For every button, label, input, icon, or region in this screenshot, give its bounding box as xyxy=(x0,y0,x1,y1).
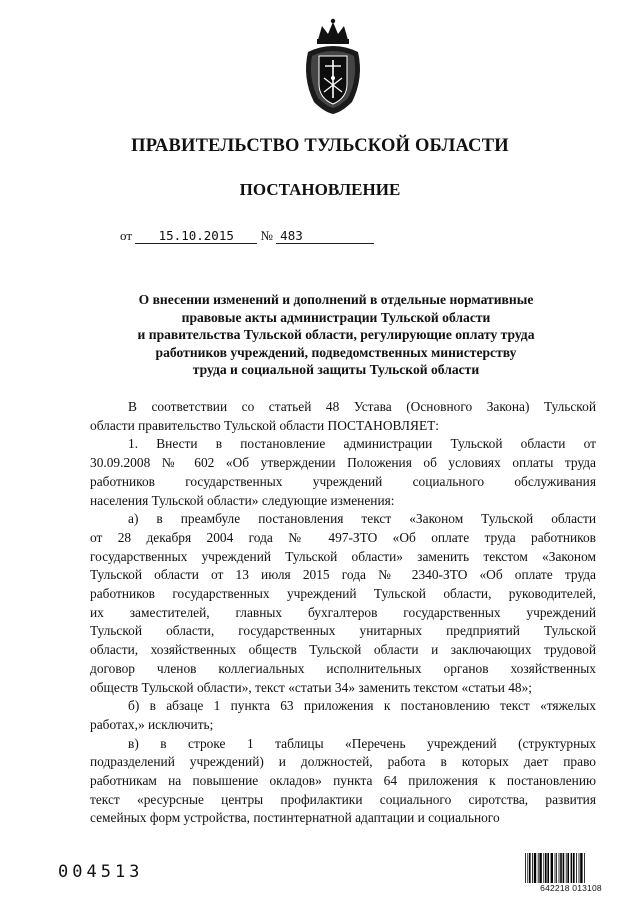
body-line: обществ Тульской области», текст «статьи 34» заменить текстом «статьи 48»; xyxy=(90,679,533,695)
body-line: б) в абзаце 1 пункта 63 приложения к постановлению текст «тяжелых xyxy=(128,698,596,714)
document-title xyxy=(100,291,572,379)
title-line: и правительства Тульской области, регулирующие оплату труда xyxy=(137,327,535,343)
title-line: труда и социальной защиты Тульской области xyxy=(192,362,480,378)
title-line: работников учреждений, подведомственных министерству xyxy=(155,344,517,360)
document-date: 15.10.2015 xyxy=(135,229,257,244)
body-line: в) в строке 1 таблицы «Перечень учреждений (структурных xyxy=(128,735,596,751)
body-line: В соответствии со статьей 48 Устава (Основного Закона) Тульской xyxy=(128,399,596,414)
date-prefix: от xyxy=(120,228,133,243)
body-line: от 28 декабря 2004 года № 497-ЗТО «Об оплате труда работников xyxy=(90,529,596,545)
title-line: О внесении изменений и дополнений в отдельные нормативные xyxy=(138,292,534,307)
body-line: работах,» исключить; xyxy=(90,716,214,732)
serial-number: 004513 xyxy=(58,862,144,882)
body-line: работников государственных учреждений социального обслуживания xyxy=(90,473,596,489)
barcode-number: 642218 013108 xyxy=(540,883,602,893)
document-type: ПОСТАНОВЛЕНИЕ xyxy=(239,180,401,199)
title-line: правовые акты администрации Тульской области xyxy=(181,309,491,325)
body-line: работникам на повышение окладов» пункта 64 приложения к постановлению xyxy=(90,773,596,789)
document-body xyxy=(90,398,596,828)
organization-title: ПРАВИТЕЛЬСТВО ТУЛЬСКОЙ ОБЛАСТИ xyxy=(131,136,509,156)
body-line: области, хозяйственных обществ Тульской области и заключающих трудовой xyxy=(90,642,596,658)
body-line: государственных учреждений Тульской области» заменить текстом «Законом xyxy=(90,548,596,564)
body-line: а) в преамбуле постановления текст «Законом Тульской области xyxy=(128,511,596,527)
body-line: 30.09.2008 № 602 «Об утверждении Положения об условиях оплаты труда xyxy=(90,455,596,471)
body-line: Тульской области, государственных унитарных предприятий Тульской xyxy=(90,623,596,639)
body-line: населения Тульской области» следующие изменения: xyxy=(90,492,395,508)
body-line: семейных форм устройства, постинтернатной адаптации и социального xyxy=(90,810,500,826)
body-line: их заместителей, главных бухгалтеров государственных учреждений xyxy=(90,604,596,620)
body-line: 1. Внести в постановление администрации Тульской области от xyxy=(128,436,596,452)
coat-of-arms-emblem xyxy=(300,18,366,116)
body-line: текст «ресурсные центры профилактики социального сиротства, развития xyxy=(90,791,596,807)
body-line: подразделений учреждений) и должностей, работа в которых дает право xyxy=(90,754,596,770)
number-prefix: № xyxy=(260,228,273,243)
body-line: работников государственных учреждений Тульской области, руководителей, xyxy=(90,586,596,602)
body-line: Тульской области от 13 июля 2015 года № 2340-ЗТО «Об оплате труда xyxy=(90,567,596,583)
document-number: 483 xyxy=(276,229,374,244)
barcode xyxy=(524,853,616,883)
body-line: договор членов коллегиальных исполнительных органов хозяйственных xyxy=(90,660,596,676)
body-line: области правительство Тульской области ПОСТАНОВЛЯЕТ: xyxy=(90,417,440,433)
date-number-line xyxy=(120,228,374,244)
